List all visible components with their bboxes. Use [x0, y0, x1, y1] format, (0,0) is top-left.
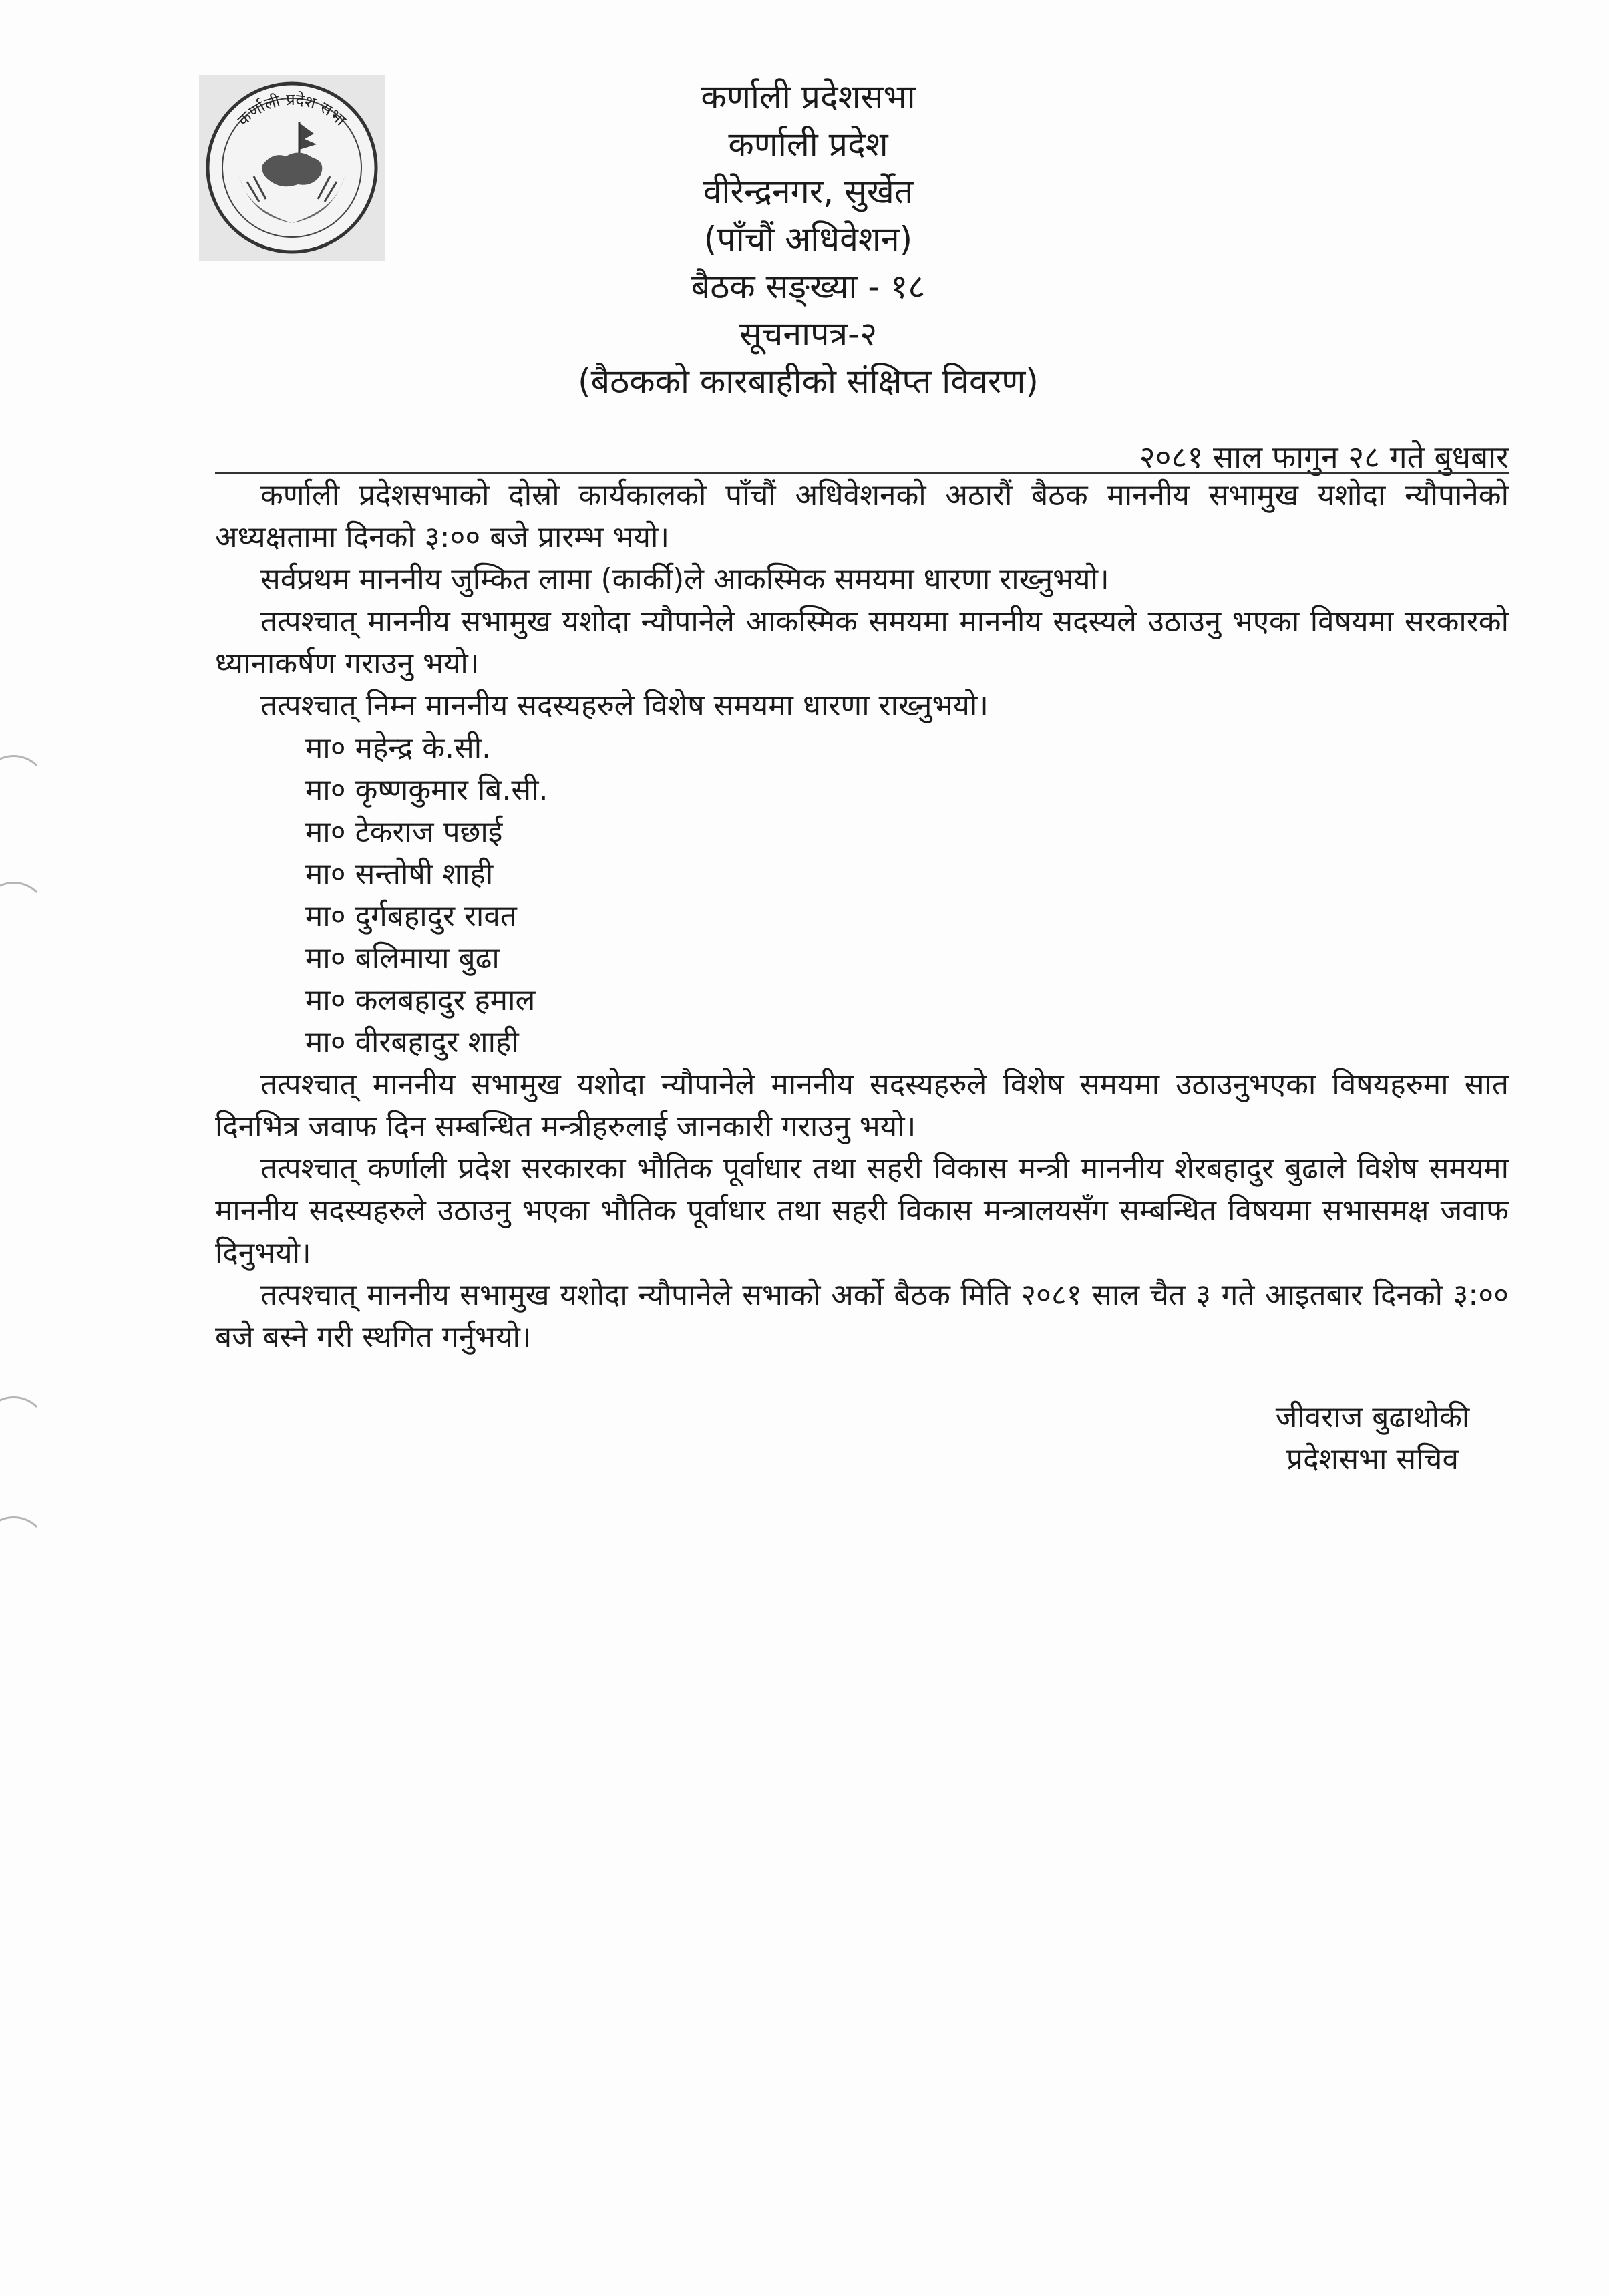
list-item: मा० सन्तोषी शाही	[305, 857, 494, 891]
header-session: (पाँचौं अधिवेशन)	[703, 220, 913, 259]
header-subtitle: (बैठकको कारबाहीको संक्षिप्त विवरण)	[578, 362, 1039, 401]
header-notice-number: सूचनापत्र-२	[739, 315, 878, 353]
header-assembly-name: कर्णाली प्रदेशसभा	[701, 77, 916, 116]
paragraph-speaker-attention: तत्पश्चात् माननीय सभामुख यशोदा न्यौपानेले आकस्मिक समयमा माननीय सदस्यले उठाउनु भएका विषयमा सरकारको ध्यानाकर्षण गराउनु भयो।	[215, 605, 1509, 681]
signatory-name: जीवराज बुढाथोकी	[1275, 1400, 1470, 1434]
paragraph-minister-reply: तत्पश्चात् कर्णाली प्रदेश सरकारका भौतिक पूर्वाधार तथा सहरी विकास मन्त्री माननीय शेरबहादुर बुढाले विशेष समयमा माननीय सदस्यहरुले उठाउनु भएका भौतिक पूर्वाधार तथा सहरी विकास मन्त्रालयसँग सम्बन्धित विषयमा सभासमक्ष जवाफ दिनुभयो।	[215, 1152, 1509, 1270]
punch-mark	[0, 882, 47, 949]
paragraph-adjournment: तत्पश्चात् माननीय सभामुख यशोदा न्यौपानेले सभाको अर्को बैठक मिति २०८१ साल चैत ३ गते आइतबार दिनको ३:०० बजे बस्ने गरी स्थगित गर्नुभयो।	[215, 1278, 1509, 1354]
signatory-title: प्रदेशसभा सचिव	[1286, 1442, 1459, 1476]
list-item: मा० टेकराज पछाई	[305, 815, 503, 849]
list-item: मा० कृष्णकुमार बि.सी.	[305, 773, 548, 807]
member-list	[215, 727, 1509, 1063]
paragraph-opening: कर्णाली प्रदेशसभाको दोस्रो कार्यकालको पाँचौं अधिवेशनको अठारौं बैठक माननीय सभामुख यशोदा न्यौपानेको अध्यक्षतामा दिनको ३:०० बजे प्रारम्भ भयो।	[215, 478, 1509, 554]
header-location: वीरेन्द्रनगर, सुर्खेत	[703, 172, 914, 211]
list-item: मा० कलबहादुर हमाल	[305, 983, 536, 1017]
minutes-body	[215, 474, 1509, 1358]
paragraph-special-time-intro: तत्पश्चात् निम्न माननीय सदस्यहरुले विशेष समयमा धारणा राख्नुभयो।	[260, 689, 989, 723]
paragraph-speaker-directive: तत्पश्चात् माननीय सभामुख यशोदा न्यौपानेले माननीय सदस्यहरुले विशेष समयमा उठाउनुभएका विषयहरुमा सात दिनभित्र जवाफ दिन सम्बन्धित मन्त्रीहरुलाई जानकारी गराउनु भयो।	[215, 1068, 1509, 1144]
assembly-seal-logo	[199, 75, 385, 261]
list-item: मा० बलिमाया बुढा	[305, 941, 500, 975]
list-item: मा० वीरबहादुर शाही	[305, 1025, 519, 1059]
list-item: मा० दुर्गबहादुर रावत	[305, 899, 517, 933]
header-province: कर्णाली प्रदेश	[728, 125, 888, 164]
list-item: मा० महेन्द्र के.सी.	[305, 731, 492, 765]
punch-mark	[0, 1396, 47, 1464]
document-header	[574, 73, 1042, 405]
paragraph-urgent-time: सर्वप्रथम माननीय जुम्कित लामा (कार्की)ले आकस्मिक समयमा धारणा राख्नुभयो।	[260, 562, 1109, 597]
signature-block	[1229, 1396, 1516, 1480]
seal-text: कर्णाली प्रदेश सभा	[234, 90, 350, 130]
punch-mark	[0, 1516, 47, 1584]
punch-mark	[0, 755, 47, 822]
header-meeting-number: बैठक सङ्ख्या - १८	[691, 267, 926, 306]
meeting-date: २०८१ साल फागुन २८ गते बुधबार	[1139, 439, 1509, 475]
